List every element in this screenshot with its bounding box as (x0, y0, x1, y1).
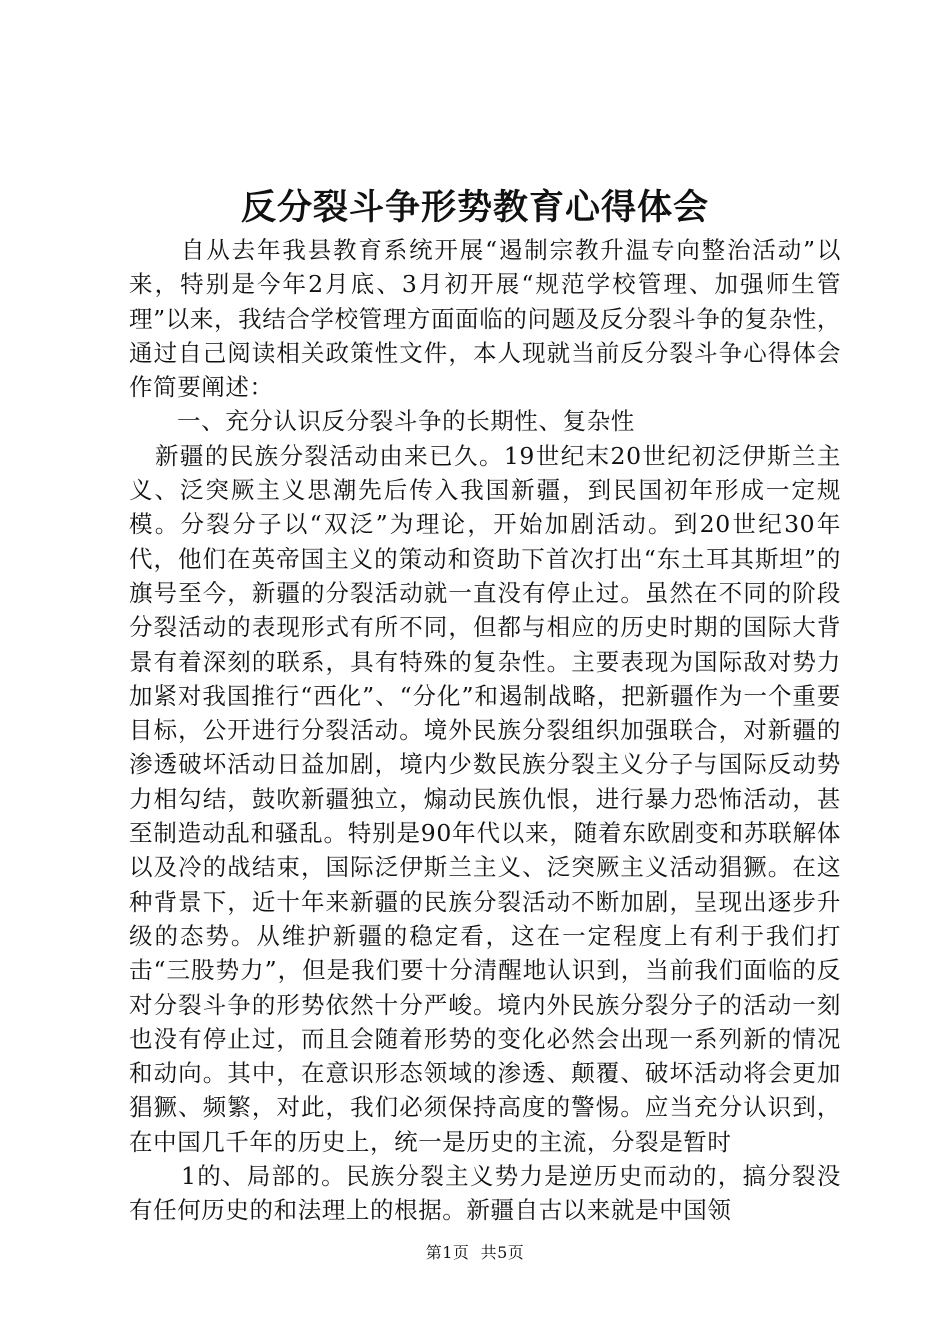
page-footer (0, 1243, 950, 1263)
continuation-paragraph: 1的、局部的。民族分裂主义势力是逆历史而动的，搞分裂没有任何历史的和法理上的根据。新疆自古以来就是中国领 (129, 1162, 841, 1225)
page-total: 共5页 (480, 1243, 525, 1262)
page-number: 第1页 (425, 1243, 470, 1262)
body-paragraph: 新疆的民族分裂活动由来已久。19世纪末20世纪初泛伊斯兰主义、泛突厥主义思潮先后传入我国新疆，到民国初年形成一定规模。分裂分子以“双泛”为理论，开始加剧活动。到20世纪30年代，他们在英帝国主义的策动和资助下首次打出“东土耳其斯坦”的旗号至今，新疆的分裂活动就一直没有停止过。虽然在不同的阶段分裂活动的表现形式有所不同，但都与相应的历史时期的国际大背景有着深刻的联系，具有特殊的复杂性。主要表现为国际敌对势力加紧对我国推行“西化”、“分化”和遏制战略，把新疆作为一个重要目标，公开进行分裂活动。境外民族分裂组织加强联合，对新疆的渗透破坏活动日益加剧，境内少数民族分裂主义分子与国际反动势力相勾结，鼓吹新疆独立，煽动民族仇恨，进行暴力恐怖活动，甚至制造动乱和骚乱。特别是90年代以来，随着东欧剧变和苏联解体以及冷的战结束，国际泛伊斯兰主义、泛突厥主义活动猖獗。在这种背景下，近十年来新疆的民族分裂活动不断加剧，呈现出逐步升级的态势。从维护新疆的稳定看，这在一定程度上有利于我们打击“三股势力”，但是我们要十分清醒地认识到，当前我们面临的反对分裂斗争的形势依然十分严峻。境内外民族分裂分子的活动一刻也没有停止过，而且会随着形势的变化必然会出现一系列新的情况和动向。其中，在意识形态领域的渗透、颠覆、破坏活动将会更加猖獗、频繁，对此，我们必须保持高度的警惕。应当充分认识到，在中国几千年的历史上，统一是历史的主流，分裂是暂时 (129, 441, 841, 1156)
document-title: 反分裂斗争形势教育心得体会 (240, 187, 709, 228)
document-body (129, 233, 841, 1228)
section-heading: 一、充分认识反分裂斗争的长期性、复杂性 (177, 407, 635, 436)
intro-paragraph: 自从去年我县教育系统开展“遏制宗教升温专向整治活动”以来，特别是今年2月底、3月初开展“规范学校管理、加强师生管理”以来，我结合学校管理方面面临的问题及反分裂斗争的复杂性，通过自己阅读相关政策性文件，本人现就当前反分裂斗争心得体会作简要阐述： (129, 236, 841, 402)
